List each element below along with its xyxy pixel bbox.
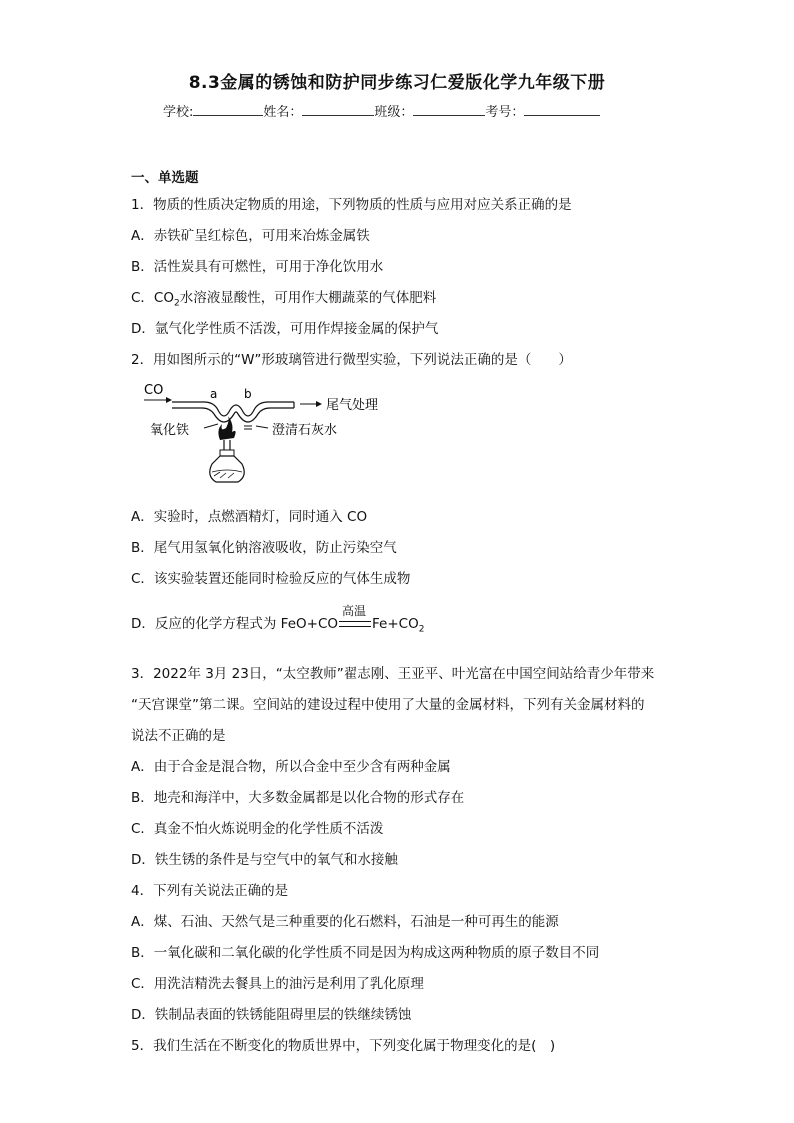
question-2-stem: 2．用如图所示的“W”形玻璃管进行微型实验，下列说法正确的是（ ） [131,352,572,368]
question-3-option-d: D．铁生锈的条件是与空气中的氧气和水接触 [131,852,398,868]
equation-double-bar [339,621,371,627]
question-4-option-a: A．煤、石油、天然气是三种重要的化石燃料，石油是一种可再生的能源 [131,914,559,930]
diagram-tail-label: 尾气处理 [326,398,379,413]
w-tube-apparatus-diagram [140,380,400,490]
student-info [163,101,643,120]
diagram-iron-oxide-label: 氧化铁 [150,423,190,438]
question-3-option-b: B．地壳和海洋中，大多数金属都是以化合物的形式存在 [131,790,465,806]
question-1-option-d: D．氩气化学性质不活泼，可用作焊接金属的保护气 [131,321,439,337]
question-1-option-a: A．赤铁矿呈红棕色，可用来冶炼金属铁 [131,228,370,244]
question-1-option-b: B．活性炭具有可燃性，可用于净化饮用水 [131,259,384,275]
question-4-stem: 4．下列有关说法正确的是 [131,883,289,899]
exam-blank [524,103,600,116]
diagram-co-label: CO [144,383,164,398]
option-c-rest: 水溶液显酸性，可用作大棚蔬菜的气体肥料 [179,290,437,306]
option-d-suffix: Fe+CO [372,616,419,632]
alcohol-lamp-icon [210,456,245,482]
w-tube-outer [172,402,294,416]
option-d-subscript: 2 [418,624,425,635]
question-5-stem: 5．我们生活在不断变化的物质世界中，下列变化属于物理变化的是( ) [131,1038,556,1054]
question-2-option-c: C．该实验装置还能同时检验反应的气体生成物 [131,571,411,587]
exam-label: 考号： [485,105,525,120]
question-2-option-d [131,604,425,635]
question-4-option-d: D．铁制品表面的铁锈能阻碍里层的铁继续锈蚀 [131,1007,412,1023]
name-label: 姓名： [263,105,303,120]
tail-arrow-head [316,401,322,407]
diagram-a-label: a [210,387,218,401]
question-2-option-b: B．尾气用氢氧化钠溶液吸收，防止污染空气 [131,540,397,556]
section-heading: 一、单选题 [131,170,199,186]
question-3-option-a: A．由于合金是混合物，所以合金中至少含有两种金属 [131,759,451,775]
question-2-option-a: A．实验时，点燃酒精灯，同时通入 CO [131,509,368,525]
school-blank [193,103,263,116]
lamp-cap [220,450,234,456]
reaction-condition-label: 高温 [342,604,367,618]
question-3-stem-line-3: 说法不正确的是 [131,728,226,744]
question-4-option-c: C．用洗洁精洗去餐具上的油污是利用了乳化原理 [131,976,424,992]
option-d-prefix: D．反应的化学方程式为 FeO+CO [131,616,339,632]
question-1-stem: 1．物质的性质决定物质的用途，下列物质的性质与应用对应关系正确的是 [131,197,572,213]
page-title: 8.3金属的锈蚀和防护同步练习仁爱版化学九年级下册 [188,73,606,93]
w-tube-inner [172,408,294,422]
diagram-limewater-label: 澄清石灰水 [272,423,338,438]
option-c-subscript: 2 [173,298,180,309]
school-label: 学校: [163,105,194,120]
flame-icon [218,416,235,440]
class-blank [413,103,485,116]
reaction-condition [338,604,372,632]
question-3-stem-line-1: 3．2022年 3月 23日，“太空教师”翟志刚、王亚平、叶光富在中国空间站给青少年带来 [131,666,655,682]
question-3-option-c: C．真金不怕火炼说明金的化学性质不活泼 [131,821,384,837]
co-arrow-head [166,397,172,403]
name-blank [302,103,374,116]
question-4-option-b: B．一氧化碳和二氧化碳的化学性质不同是因为构成这两种物质的原子数目不同 [131,945,600,961]
diagram-b-label: b [244,387,252,401]
question-3-stem-line-2: “天宫课堂”第二课。空间站的建设过程中使用了大量的金属材料，下列有关金属材料的 [131,697,645,713]
class-label: 班级： [374,105,414,120]
option-c-text: C．CO [131,290,174,306]
question-1-option-c [131,286,436,309]
